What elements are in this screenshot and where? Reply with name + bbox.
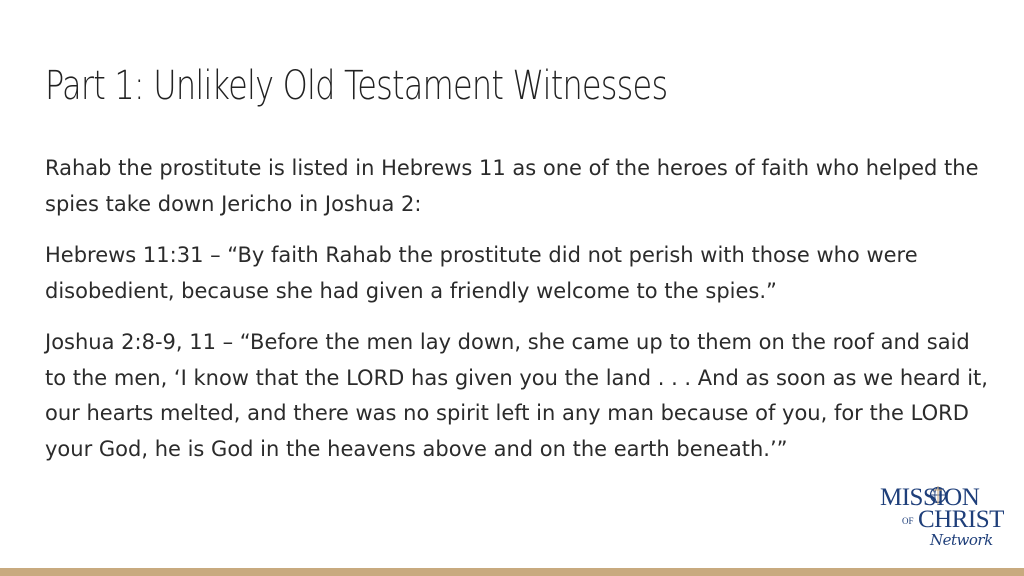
logo-line-mission: MISSION <box>880 484 980 511</box>
logo-line-of: OF <box>902 516 914 526</box>
paragraph-joshua-quote: Joshua 2:8-9, 11 – “Before the men lay down, she came up to them on the roof and said to the men, ‘I know that the LORD has given you the land . . . And as soon as we heard it, our hearts melted, and there was no spirit left in any man because of you, for the LORD your God, he is God in the heavens above and on the earth beneath.’” <box>45 330 988 461</box>
bottom-accent-bar <box>0 568 1024 576</box>
globe-icon <box>929 486 947 504</box>
mission-of-christ-logo <box>880 484 1004 554</box>
paragraph-hebrews-quote: Hebrews 11:31 – “By faith Rahab the prostitute did not perish with those who were disobedient, because she had given a friendly welcome to the spies.” <box>45 243 918 303</box>
paragraph-intro: Rahab the prostitute is listed in Hebrews 11 as one of the heroes of faith who helped the spies take down Jericho in Joshua 2: <box>45 156 979 216</box>
logo-line-christ: CHRIST <box>918 506 1004 533</box>
slide-body <box>45 151 990 483</box>
logo-line-network: Network <box>930 531 993 549</box>
slide-title: Part 1: Unlikely Old Testament Witnesses <box>45 63 668 109</box>
